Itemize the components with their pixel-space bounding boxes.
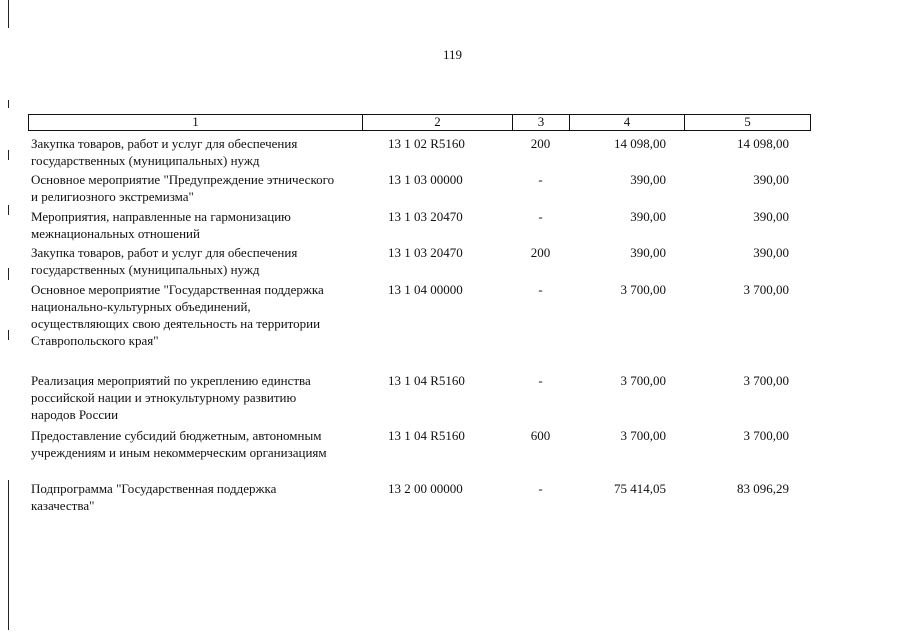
- row-sum-2: 83 096,29: [737, 481, 789, 496]
- row-name: Закупка товаров, работ и услуг для обеспечения государственных (муниципальных) нужд: [31, 136, 298, 168]
- table-row: [28, 135, 809, 171]
- row-type: -: [538, 481, 543, 496]
- row-sum-2: 14 098,00: [737, 136, 789, 151]
- row-code: 13 1 04 00000: [388, 282, 463, 297]
- margin-line: [8, 205, 9, 215]
- margin-line: [8, 100, 9, 108]
- row-name: Реализация мероприятий по укреплению единства российской нации и этнокультурному развитию народов России: [31, 373, 311, 422]
- row-sum-2: 3 700,00: [743, 428, 789, 443]
- row-type: 200: [530, 245, 551, 260]
- margin-line: [8, 0, 9, 28]
- row-sum-1: 390,00: [630, 209, 666, 224]
- row-name: Основное мероприятие "Государственная поддержка национально-культурных объединений, осуществляющих свою деятельность на территории Ставропольского края": [31, 282, 324, 348]
- table-row: [28, 208, 809, 244]
- row-sum-2: 3 700,00: [743, 373, 789, 388]
- row-sum-2: 3 700,00: [743, 282, 789, 297]
- row-sum-1: 14 098,00: [614, 136, 666, 151]
- margin-line: [8, 330, 9, 340]
- row-sum-1: 3 700,00: [620, 428, 666, 443]
- header-cell-3: 3: [513, 115, 570, 130]
- row-sum-1: 3 700,00: [620, 282, 666, 297]
- budget-table: [28, 114, 809, 516]
- row-sum-2: 390,00: [753, 209, 789, 224]
- header-cell-1: 1: [29, 115, 363, 130]
- table-header-row: [28, 114, 811, 131]
- table-row: [28, 427, 809, 480]
- row-sum-1: 75 414,05: [614, 481, 666, 496]
- row-code: 13 1 04 R5160: [388, 428, 465, 443]
- margin-line: [8, 268, 9, 280]
- margin-line: [8, 150, 9, 160]
- row-sum-1: 390,00: [630, 172, 666, 187]
- row-name: Предоставление субсидий бюджетным, автономным учреждениям и иным некоммерческим организациям: [31, 428, 327, 460]
- row-code: 13 1 03 20470: [388, 245, 463, 260]
- row-sum-1: 390,00: [630, 245, 666, 260]
- row-code: 13 1 02 R5160: [388, 136, 465, 151]
- row-type: -: [538, 172, 543, 187]
- header-cell-5: 5: [744, 114, 751, 129]
- row-type: 600: [530, 428, 551, 443]
- row-name: Мероприятия, направленные на гармонизацию межнациональных отношений: [31, 209, 291, 241]
- row-sum-2: 390,00: [753, 245, 789, 260]
- row-name: Закупка товаров, работ и услуг для обеспечения государственных (муниципальных) нужд: [31, 245, 298, 277]
- row-sum-1: 3 700,00: [620, 373, 666, 388]
- table-row: [28, 372, 809, 427]
- row-type: 200: [530, 136, 551, 151]
- row-type: -: [538, 209, 543, 224]
- row-name: Подпрограмма "Государственная поддержка казачества": [31, 481, 277, 513]
- page-number: 119: [442, 47, 463, 62]
- row-code: 13 2 00 00000: [388, 481, 463, 496]
- table-row: [28, 480, 809, 516]
- table-row: [28, 171, 809, 208]
- row-code: 13 1 03 20470: [388, 209, 463, 224]
- table-row: [28, 281, 809, 372]
- row-name: Основное мероприятие "Предупреждение этнического и религиозного экстремизма": [31, 172, 335, 204]
- row-sum-2: 390,00: [753, 172, 789, 187]
- header-cell-4: 4: [570, 115, 685, 130]
- row-code: 13 1 04 R5160: [388, 373, 465, 388]
- row-type: -: [538, 373, 543, 388]
- row-type: -: [538, 282, 543, 297]
- row-code: 13 1 03 00000: [388, 172, 463, 187]
- header-cell-2: 2: [363, 115, 513, 130]
- margin-line: [8, 480, 9, 630]
- table-row: [28, 244, 809, 281]
